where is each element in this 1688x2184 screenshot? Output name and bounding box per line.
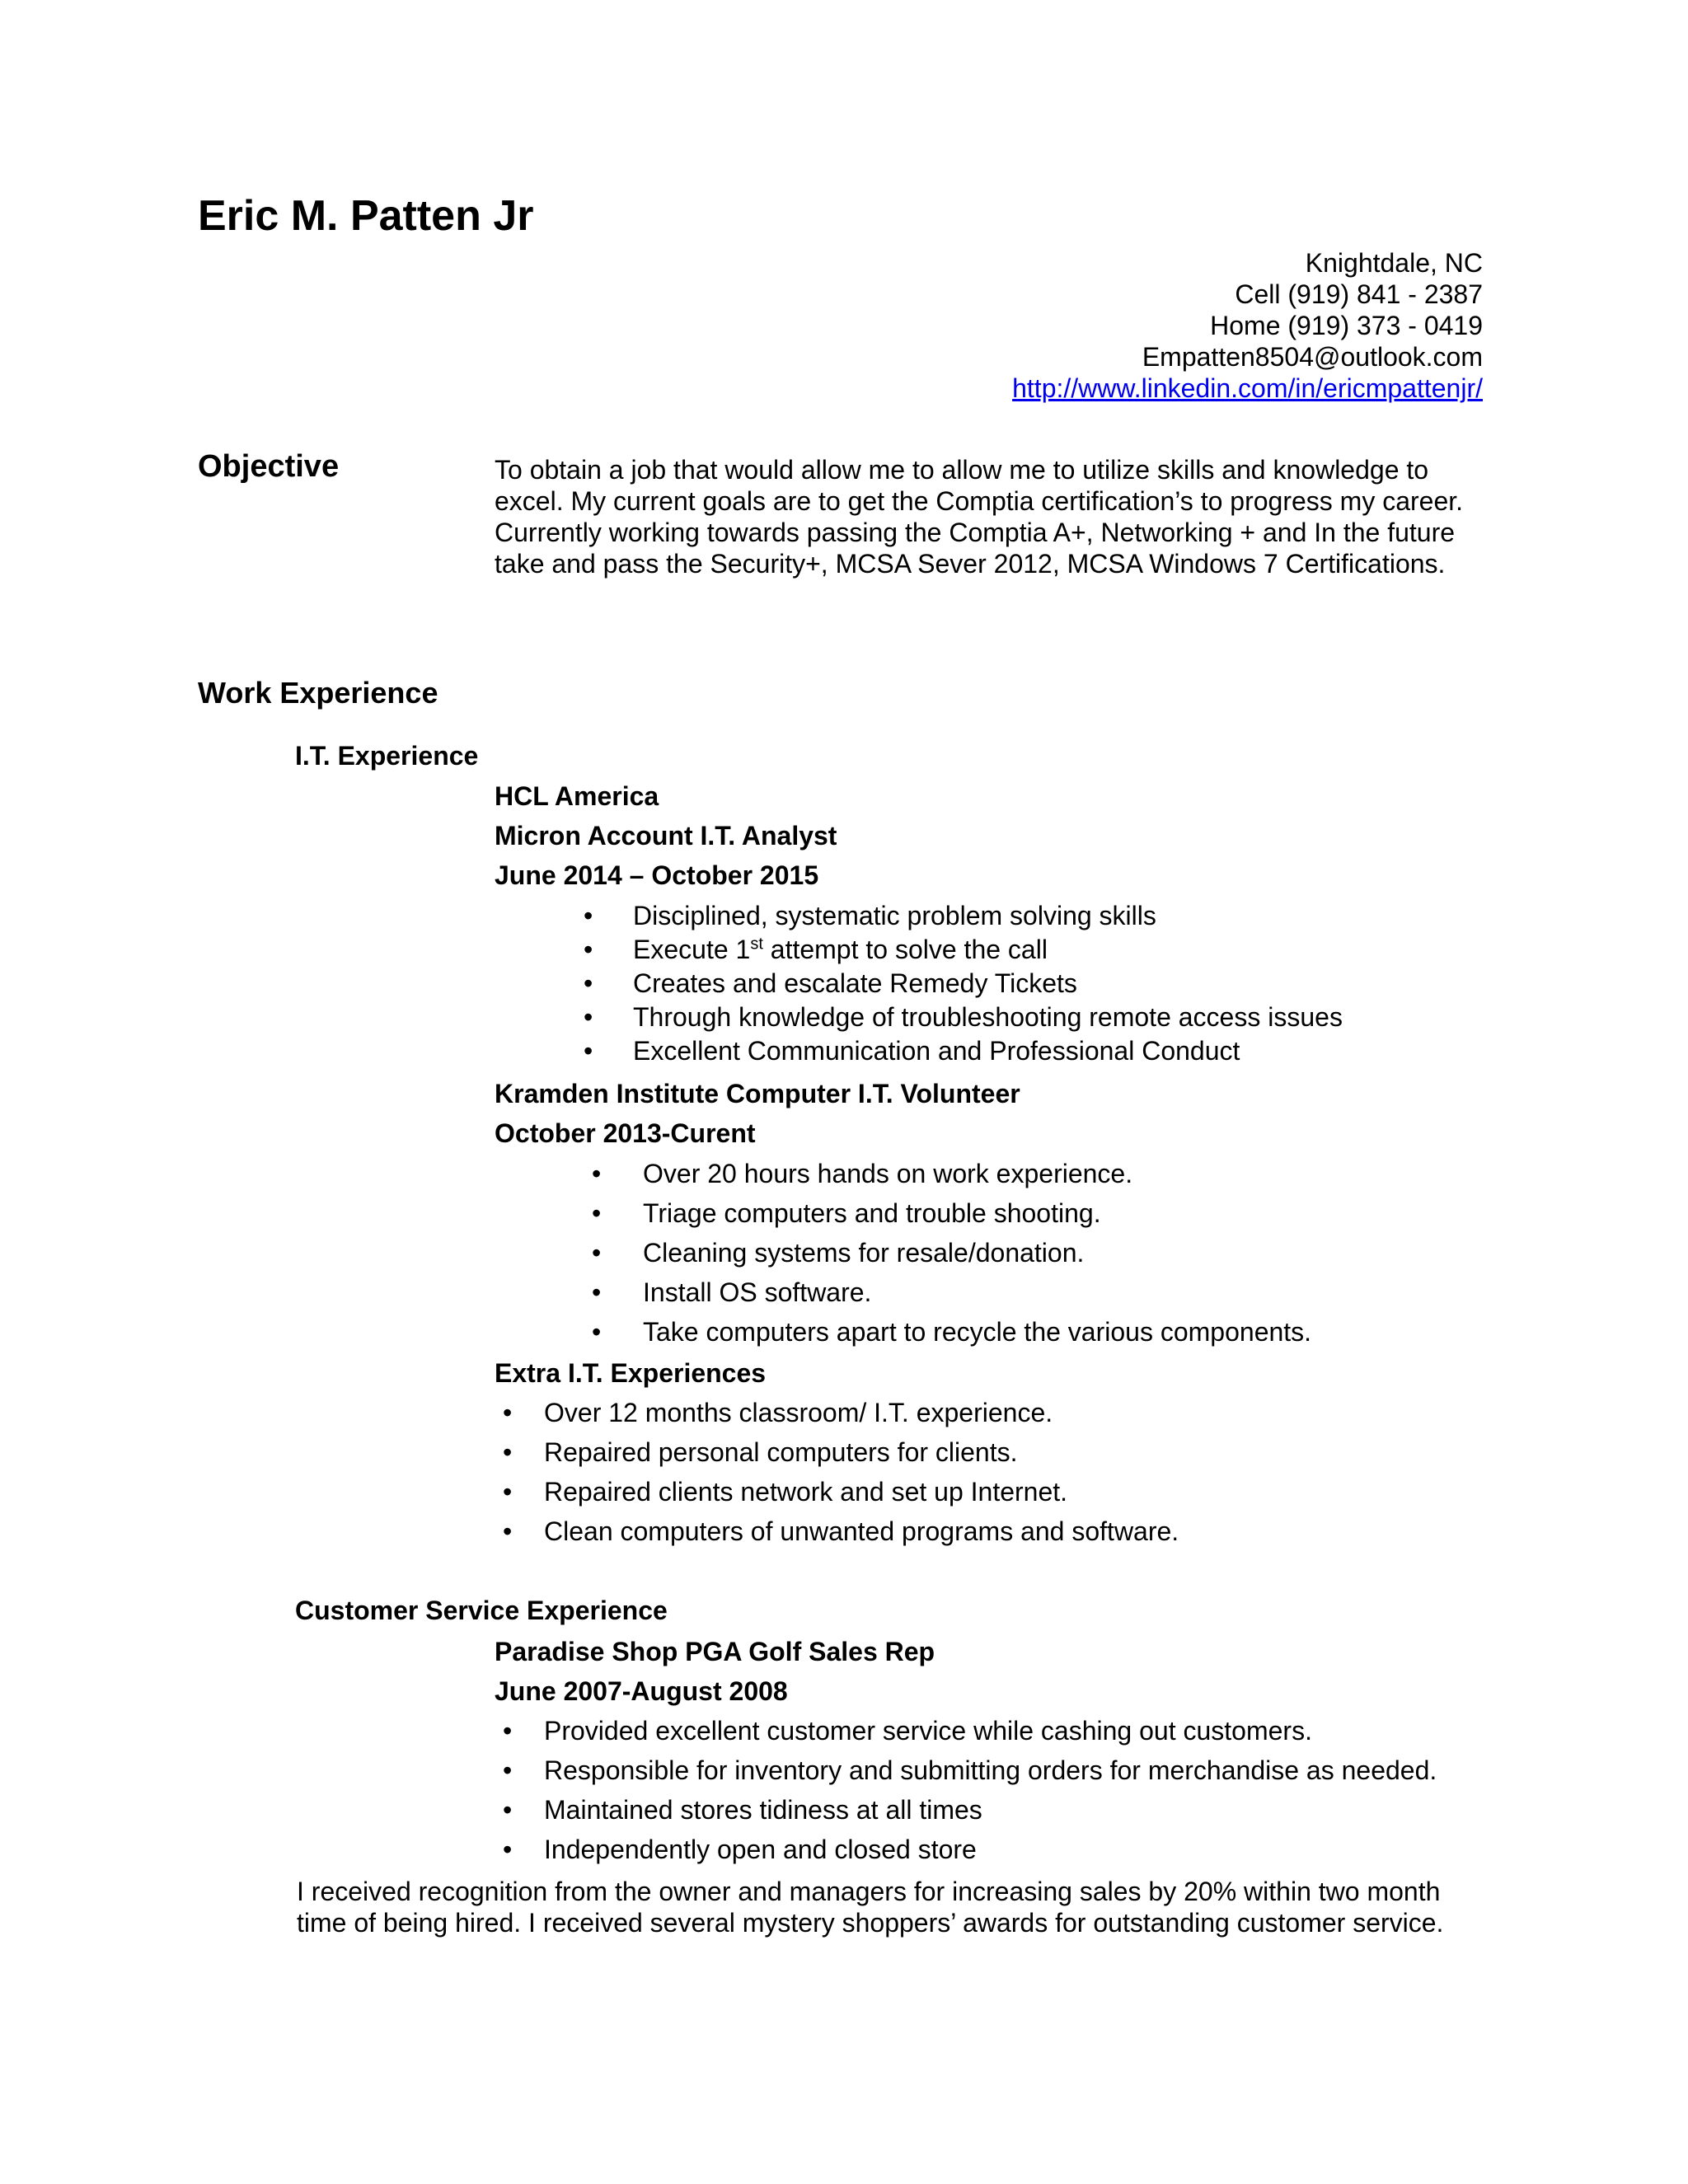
bullet-text: Excellent Communication and Professional Conduct — [633, 1036, 1240, 1066]
paradise-job-title: Paradise Shop PGA Golf Sales Rep — [495, 1637, 935, 1666]
extra-it-bullet-list — [503, 1396, 1492, 1554]
bullet-glyph: • — [592, 1198, 602, 1228]
bullet-text: Repaired clients network and set up Internet. — [544, 1477, 1068, 1507]
list-item — [503, 1833, 1492, 1872]
bullet-glyph: • — [503, 1477, 513, 1507]
linkedin-link[interactable]: http://www.linkedin.com/in/ericmpattenjr/ — [1012, 373, 1483, 403]
list-item — [584, 1001, 1490, 1035]
bullet-glyph: • — [503, 1755, 513, 1785]
bullet-glyph: • — [584, 968, 593, 998]
bullet-glyph: • — [584, 935, 593, 964]
contact-home-phone: Home (919) 373 - 0419 — [1210, 311, 1483, 340]
list-item — [592, 1197, 1498, 1236]
resume-name: Eric M. Patten Jr — [198, 192, 534, 240]
bullet-glyph: • — [584, 901, 593, 930]
bullet-text: Creates and escalate Remedy Tickets — [633, 968, 1077, 998]
bullet-text: Provided excellent customer service while cashing out customers. — [544, 1716, 1312, 1746]
recognition-paragraph: I received recognition from the owner and managers for increasing sales by 20% within two month time of being hired. I received several mystery shoppers’ awards for outstanding customer service. — [297, 1877, 1444, 1938]
objective-text: To obtain a job that would allow me to allow me to utilize skills and knowledge to excel. My current goals are to get the Comptia certification’s to progress my career. Currently working towards passing the Comptia A+, Networking + and In the future take and pass the Security+, MCSA Sever 2012, MCSA Windows 7 Certifications. — [495, 455, 1464, 579]
kramden-job-title: Kramden Institute Computer I.T. Volunteer — [495, 1079, 1020, 1108]
bullet-glyph: • — [503, 1835, 513, 1864]
list-item — [584, 900, 1490, 934]
list-item — [503, 1754, 1492, 1793]
paradise-bullet-list — [503, 1714, 1492, 1872]
contact-block — [1012, 247, 1483, 404]
hcl-job-title: Micron Account I.T. Analyst — [495, 821, 837, 851]
contact-cell-phone: Cell (919) 841 - 2387 — [1235, 279, 1483, 309]
bullet-text: Over 12 months classroom/ I.T. experience. — [544, 1398, 1053, 1427]
bullet-glyph: • — [584, 1002, 593, 1032]
hcl-bullet-list — [584, 900, 1490, 1069]
bullet-glyph: • — [503, 1516, 513, 1546]
list-item — [503, 1475, 1492, 1515]
bullet-text: Triage computers and trouble shooting. — [643, 1198, 1101, 1228]
bullet-text: Over 20 hours hands on work experience. — [643, 1159, 1133, 1188]
bullet-glyph: • — [503, 1795, 513, 1825]
bullet-glyph: • — [592, 1159, 602, 1188]
contact-location: Knightdale, NC — [1305, 248, 1483, 278]
bullet-text: Install OS software. — [643, 1277, 872, 1307]
list-item — [592, 1157, 1498, 1197]
list-item — [592, 1315, 1498, 1355]
list-item — [503, 1793, 1492, 1833]
bullet-text: Disciplined, systematic problem solving skills — [633, 901, 1156, 930]
list-item — [584, 934, 1490, 968]
bullet-glyph: • — [503, 1437, 513, 1467]
list-item — [584, 1035, 1490, 1069]
paradise-dates: June 2007-August 2008 — [495, 1676, 788, 1706]
bullet-glyph: • — [503, 1398, 513, 1427]
bullet-text: Independently open and closed store — [544, 1835, 977, 1864]
customer-service-heading: Customer Service Experience — [295, 1596, 668, 1625]
contact-email: Empatten8504@outlook.com — [1142, 342, 1483, 372]
it-experience-heading: I.T. Experience — [295, 741, 479, 771]
list-item — [503, 1396, 1492, 1436]
list-item — [592, 1276, 1498, 1315]
bullet-text: Take computers apart to recycle the various components. — [643, 1317, 1312, 1347]
bullet-text: attempt to solve the call — [762, 935, 1048, 964]
bullet-text: Execute 1 — [633, 935, 751, 964]
hcl-company: HCL America — [495, 781, 659, 811]
bullet-glyph: • — [592, 1317, 602, 1347]
extra-it-heading: Extra I.T. Experiences — [495, 1358, 767, 1388]
bullet-glyph: • — [503, 1716, 513, 1746]
list-item — [503, 1714, 1492, 1754]
kramden-bullet-list — [592, 1157, 1498, 1355]
list-item — [503, 1515, 1492, 1554]
bullet-glyph: • — [584, 1036, 593, 1066]
bullet-glyph: • — [592, 1238, 602, 1268]
bullet-text: Clean computers of unwanted programs and software. — [544, 1516, 1179, 1546]
superscript-text: st — [750, 935, 763, 954]
list-item — [584, 968, 1490, 1001]
bullet-glyph: • — [592, 1277, 602, 1307]
list-item — [592, 1236, 1498, 1276]
objective-heading: Objective — [198, 449, 340, 484]
bullet-text: Cleaning systems for resale/donation. — [643, 1238, 1085, 1268]
list-item — [503, 1436, 1492, 1475]
bullet-text: Repaired personal computers for clients. — [544, 1437, 1018, 1467]
bullet-text: Through knowledge of troubleshooting remote access issues — [633, 1002, 1343, 1032]
kramden-dates: October 2013-Curent — [495, 1118, 756, 1148]
bullet-text: Responsible for inventory and submitting orders for merchandise as needed. — [544, 1755, 1437, 1785]
work-experience-heading: Work Experience — [198, 676, 438, 710]
bullet-text: Maintained stores tidiness at all times — [544, 1795, 982, 1825]
hcl-dates: June 2014 – October 2015 — [495, 860, 819, 890]
